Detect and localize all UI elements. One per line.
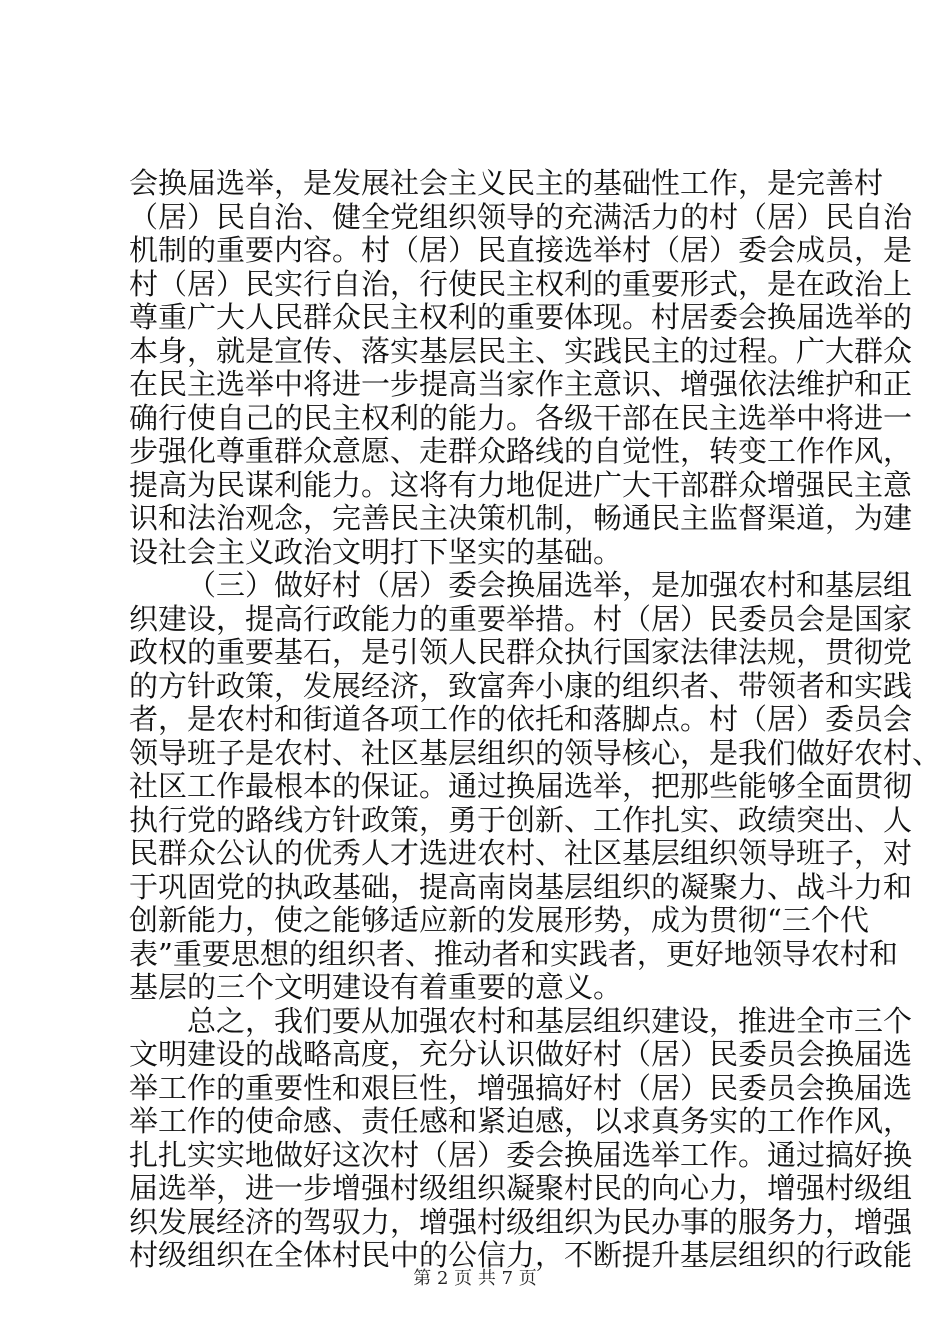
text-line: 表”重要思想的组织者、推动者和实践者，更好地领导农村和	[129, 936, 898, 971]
page-footer: 第 2 页 共 7 页	[413, 1268, 537, 1289]
text-line: 的方针政策，发展经济，致富奔小康的组织者、带领者和实践	[129, 668, 913, 703]
text-line: 举工作的重要性和艰巨性，增强搞好村（居）民委员会换届选	[129, 1070, 913, 1105]
text-line: 领导班子是农村、社区基层组织的领导核心，是我们做好农村、	[129, 735, 942, 770]
text-line: 步强化尊重群众意愿、走群众路线的自觉性，转变工作作风，	[129, 434, 913, 468]
text-line: （居）民自治、健全党组织领导的充满活力的村（居）民自治	[129, 199, 913, 234]
text-line: 文明建设的战略高度，充分认识做好村（居）民委员会换届选	[129, 1037, 913, 1071]
text-line: 社区工作最根本的保证。通过换届选举，把那些能够全面贯彻	[129, 769, 913, 803]
text-line: 本身，就是宣传、落实基层民主、实践民主的过程。广大群众	[129, 333, 913, 368]
text-line: 政权的重要基石，是引领人民群众执行国家法律法规，贯彻党	[129, 635, 913, 669]
text-line: 于巩固党的执政基础，提高南岗基层组织的凝聚力、战斗力和	[129, 869, 913, 904]
paragraph-start-line: 总之，我们要从加强农村和基层组织建设，推进全市三个	[187, 1003, 913, 1038]
text-line: 织建设，提高行政能力的重要举措。村（居）民委员会是国家	[129, 601, 913, 636]
text-line: 民群众公认的优秀人才选进农村、社区基层组织领导班子，对	[129, 836, 913, 870]
text-line: 确行使自己的民主权利的能力。各级干部在民主选举中将进一	[129, 400, 913, 435]
text-line: 织发展经济的驾驭力，增强村级组织为民办事的服务力，增强	[129, 1204, 913, 1239]
text-line: 届选举，进一步增强村级组织凝聚村民的向心力，增强村级组	[129, 1171, 913, 1205]
text-line: 会换届选举，是发展社会主义民主的基础性工作，是完善村	[129, 166, 884, 200]
text-line: 尊重广大人民群众民主权利的重要体现。村居委会换届选举的	[129, 300, 913, 334]
text-line: 创新能力，使之能够适应新的发展形势，成为贯彻“三个代	[129, 903, 869, 937]
text-line: 村（居）民实行自治，行使民主权利的重要形式，是在政治上	[129, 266, 913, 301]
text-line: 基层的三个文明建设有着重要的意义。	[129, 970, 623, 1004]
text-line: 在民主选举中将进一步提高当家作主意识、增强依法维护和正	[129, 367, 913, 401]
text-line: 执行党的路线方针政策，勇于创新、工作扎实、政绩突出、人	[129, 802, 913, 837]
text-line: 举工作的使命感、责任感和紧迫感，以求真务实的工作作风，	[129, 1104, 913, 1138]
text-line: 村级组织在全体村民中的公信力，不断提升基层组织的行政能	[129, 1238, 913, 1272]
text-line: 设社会主义政治文明打下坚实的基础。	[129, 534, 623, 569]
text-line: 扎扎实实地做好这次村（居）委会换届选举工作。通过搞好换	[129, 1137, 913, 1172]
text-line: 提高为民谋利能力。这将有力地促进广大干部群众增强民主意	[129, 467, 913, 502]
paragraph-start-line: （三）做好村（居）委会换届选举，是加强农村和基层组	[187, 568, 913, 602]
text-line: 者，是农村和街道各项工作的依托和落脚点。村（居）委员会	[129, 702, 913, 736]
text-line: 机制的重要内容。村（居）民直接选举村（居）委会成员，是	[129, 233, 913, 267]
text-line: 识和法治观念，完善民主决策机制，畅通民主监督渠道，为建	[129, 501, 913, 535]
